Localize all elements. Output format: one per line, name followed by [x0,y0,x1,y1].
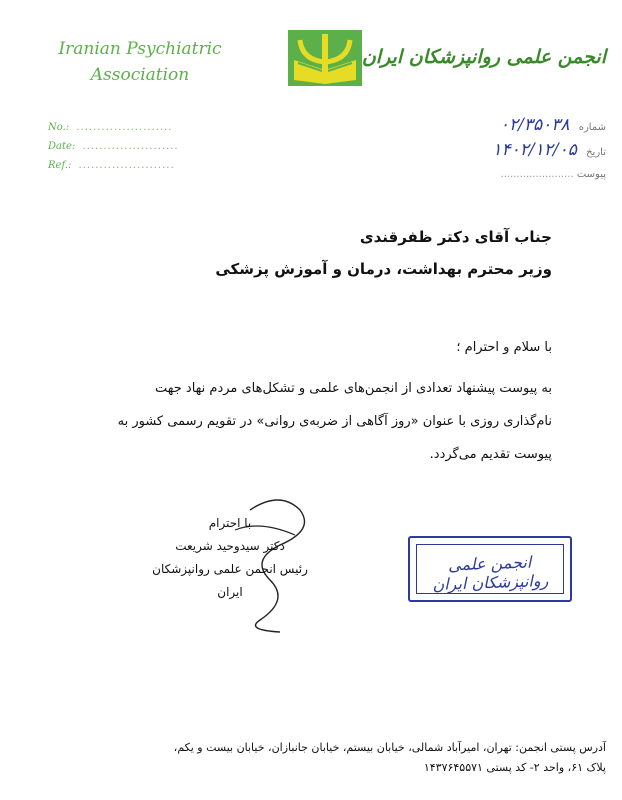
reference-fields-persian [492,114,606,186]
letter-body-line3: پیوست تقدیم می‌گردد. [429,447,552,462]
no-label: No.: [48,122,70,133]
letter-body-line1: به پیوست پیشنهاد تعدادی از انجمن‌های علمی و تشکل‌های مردم نهاد جهت [154,381,552,396]
date-field [48,137,179,156]
ref-label: Ref.: [48,160,72,171]
attachment-dots: ....................... [500,169,574,180]
association-name-persian: انجمن علمی روانپزشکان ایران [361,46,606,68]
date-field-fa [492,139,606,164]
reference-fields-english [48,118,179,175]
date-value-fa: ۱۴۰۲/۱۲/۰۵ [492,140,577,160]
signature-name: دکتر سیدوحید شریعت [175,539,285,553]
number-value: ۰۲/۳۵۰۳۸ [499,115,570,135]
ref-dots: ....................... [78,160,175,171]
recipient-name: جناب آقای دکتر ظفرقندی [359,228,552,246]
postal-address [46,738,606,778]
letter-body [112,372,552,471]
attachment-label: پیوست [576,169,606,180]
ref-field [48,156,179,175]
association-name-english-line2: Association [90,65,190,85]
date-label: Date: [48,141,76,152]
signature-closing: با احترام [208,516,252,530]
greeting: با سلام و احترام ؛ [456,340,552,355]
psi-book-logo-icon [288,30,362,86]
letter-body-line2: نام‌گذاری روزی با عنوان «روز آگاهی از ضربه‌ی روانی» در تقویم رسمی کشور به [117,414,552,429]
date-label-fa: تاریخ [586,147,606,158]
association-stamp [408,536,572,602]
attachment-field [492,164,606,186]
number-field [492,114,606,139]
postal-address-line2: پلاک ۶۱، واحد ۲- کد پستی ۱۴۳۷۶۴۵۵۷۱ [423,761,606,774]
recipient-title: وزیر محترم بهداشت، درمان و آموزش پزشکی [215,260,552,278]
stamp-text: انجمن علمی روانپزشکان ایران [432,552,549,595]
no-dots: ....................... [76,122,173,133]
association-name-english-line1: Iranian Psychiatric [58,39,222,59]
date-dots: ....................... [82,141,179,152]
association-name-english [40,36,240,88]
signature-title: رئیس انجمن علمی روانپزشکان ایران [152,562,308,599]
postal-address-line1: آدرس پستی انجمن: تهران، امیرآباد شمالی، خیابان بیستم، خیابان جانبازان، خیابان بیست و یکم، [173,741,606,754]
no-field [48,118,179,137]
signature-block [150,512,310,604]
number-label: شماره [578,122,606,133]
